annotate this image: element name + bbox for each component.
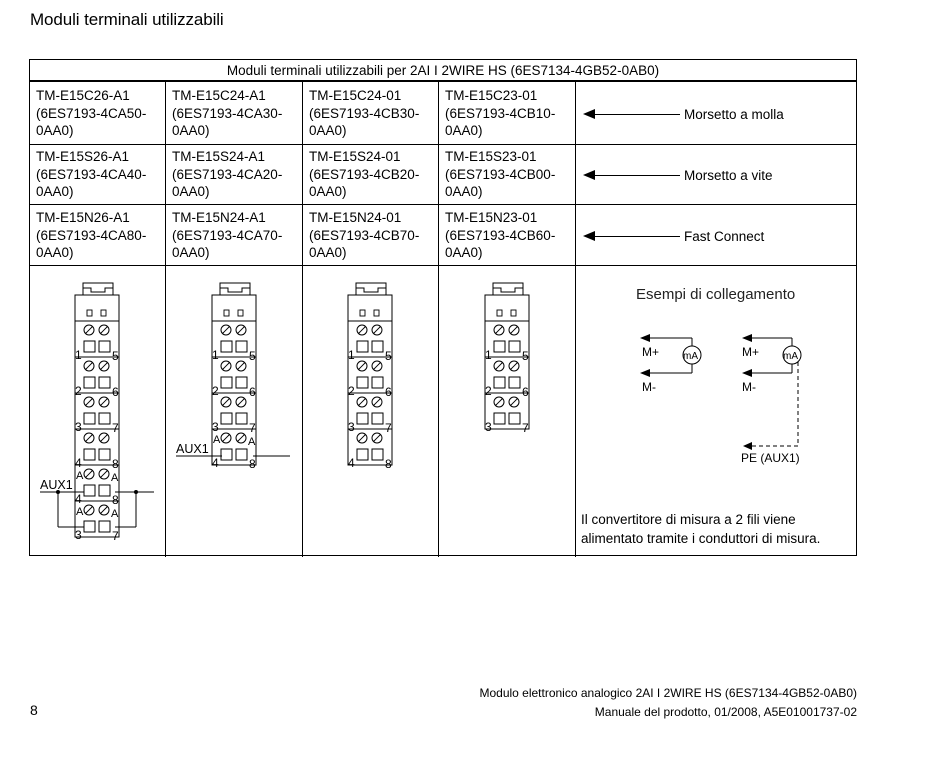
svg-text:8: 8 (112, 493, 119, 507)
aux-label: AUX1 (40, 478, 73, 492)
table-cell: TM-E15C24-01 (6ES7193-4CB30- 0AA0) (309, 88, 420, 138)
pe-label: PE (AUX1) (741, 451, 800, 465)
terminal-module-drawing (75, 283, 119, 543)
svg-text:1: 1 (348, 348, 355, 362)
aux-label: AUX1 (176, 442, 209, 456)
svg-text:3: 3 (75, 420, 82, 434)
svg-text:7: 7 (112, 421, 119, 435)
svg-text:3: 3 (485, 420, 492, 434)
table-cell: TM-E15N26-A1 (6ES7193-4CA80- 0AA0) (36, 210, 147, 260)
table-cell: TM-E15C26-A1 (6ES7193-4CA50- 0AA0) (36, 88, 147, 138)
examples-title: Esempi di collegamento (636, 286, 796, 303)
terminal-module-drawing (348, 283, 392, 471)
svg-text:2: 2 (75, 384, 82, 398)
table-cell: TM-E15N24-01 (6ES7193-4CB70- 0AA0) (309, 210, 420, 260)
svg-text:2: 2 (212, 384, 219, 398)
svg-text:6: 6 (112, 385, 119, 399)
svg-text:1: 1 (212, 348, 219, 362)
svg-text:4: 4 (75, 492, 82, 506)
page-number: 8 (30, 702, 38, 718)
m-minus-label: M- (642, 380, 656, 394)
examples-note: Il convertitore di misura a 2 fili viene alimentato tramite i conduttori di misura. (581, 512, 821, 546)
svg-text:7: 7 (385, 421, 392, 435)
m-plus-label: M+ (642, 345, 660, 359)
svg-text:5: 5 (522, 349, 529, 363)
terminal-type-label: Morsetto a vite (684, 168, 773, 183)
table-cell: TM-E15N23-01 (6ES7193-4CB60- 0AA0) (445, 210, 556, 260)
svg-text:A: A (111, 472, 119, 484)
svg-text:7: 7 (112, 529, 119, 543)
terminal-module-drawing (485, 283, 529, 435)
arrow-left-icon (742, 369, 752, 377)
svg-text:5: 5 (249, 349, 256, 363)
footer-line-2: Manuale del prodotto, 01/2008, A5E01001737-02 (594, 705, 857, 719)
terminal-module-drawing (212, 283, 256, 471)
svg-text:2: 2 (485, 384, 492, 398)
meter-label: mA (683, 351, 698, 362)
svg-text:3: 3 (348, 420, 355, 434)
svg-text:5: 5 (385, 349, 392, 363)
svg-text:A: A (213, 434, 221, 446)
svg-text:8: 8 (112, 457, 119, 471)
svg-text:1: 1 (485, 348, 492, 362)
arrow-left-icon (743, 442, 752, 450)
table-cell: TM-E15N24-A1 (6ES7193-4CA70- 0AA0) (172, 210, 283, 260)
svg-text:8: 8 (385, 457, 392, 471)
svg-text:1: 1 (75, 348, 82, 362)
svg-text:3: 3 (75, 528, 82, 542)
svg-text:6: 6 (249, 385, 256, 399)
svg-text:6: 6 (385, 385, 392, 399)
table-cell: TM-E15S23-01 (6ES7193-4CB00- 0AA0) (445, 149, 556, 199)
svg-text:7: 7 (249, 421, 256, 435)
svg-text:A: A (248, 436, 256, 448)
svg-text:8: 8 (249, 457, 256, 471)
svg-text:A: A (111, 508, 119, 520)
meter-label: mA (783, 351, 798, 362)
table-cell: TM-E15C24-A1 (6ES7193-4CA30- 0AA0) (172, 88, 283, 138)
svg-text:6: 6 (522, 385, 529, 399)
svg-text:A: A (76, 506, 84, 518)
arrow-left-icon (640, 334, 650, 342)
table-caption: Moduli terminali utilizzabili per 2AI I 2WIRE HS (6ES7134-4GB52-0AB0) (30, 60, 856, 82)
svg-text:4: 4 (212, 456, 219, 470)
table-cell: TM-E15S26-A1 (6ES7193-4CA40- 0AA0) (36, 149, 147, 199)
terminal-type-label: Fast Connect (684, 229, 765, 244)
table-cell: TM-E15S24-01 (6ES7193-4CB20- 0AA0) (309, 149, 420, 199)
footer-line-1: Modulo elettronico analogico 2AI I 2WIRE HS (6ES7134-4GB52-0AB0) (479, 686, 857, 700)
page-heading: Moduli terminali utilizzabili (30, 10, 224, 29)
m-plus-label: M+ (742, 345, 760, 359)
svg-text:4: 4 (348, 456, 355, 470)
svg-text:A: A (76, 470, 84, 482)
svg-text:3: 3 (212, 420, 219, 434)
svg-text:5: 5 (112, 349, 119, 363)
svg-text:7: 7 (522, 421, 529, 435)
arrow-left-icon (640, 369, 650, 377)
table-cell: TM-E15S24-A1 (6ES7193-4CA20- 0AA0) (172, 149, 283, 199)
m-minus-label: M- (742, 380, 756, 394)
terminal-type-label: Morsetto a molla (684, 107, 784, 122)
svg-text:2: 2 (348, 384, 355, 398)
svg-text:4: 4 (75, 456, 82, 470)
arrow-left-icon (742, 334, 752, 342)
table-cell: TM-E15C23-01 (6ES7193-4CB10- 0AA0) (445, 88, 556, 138)
